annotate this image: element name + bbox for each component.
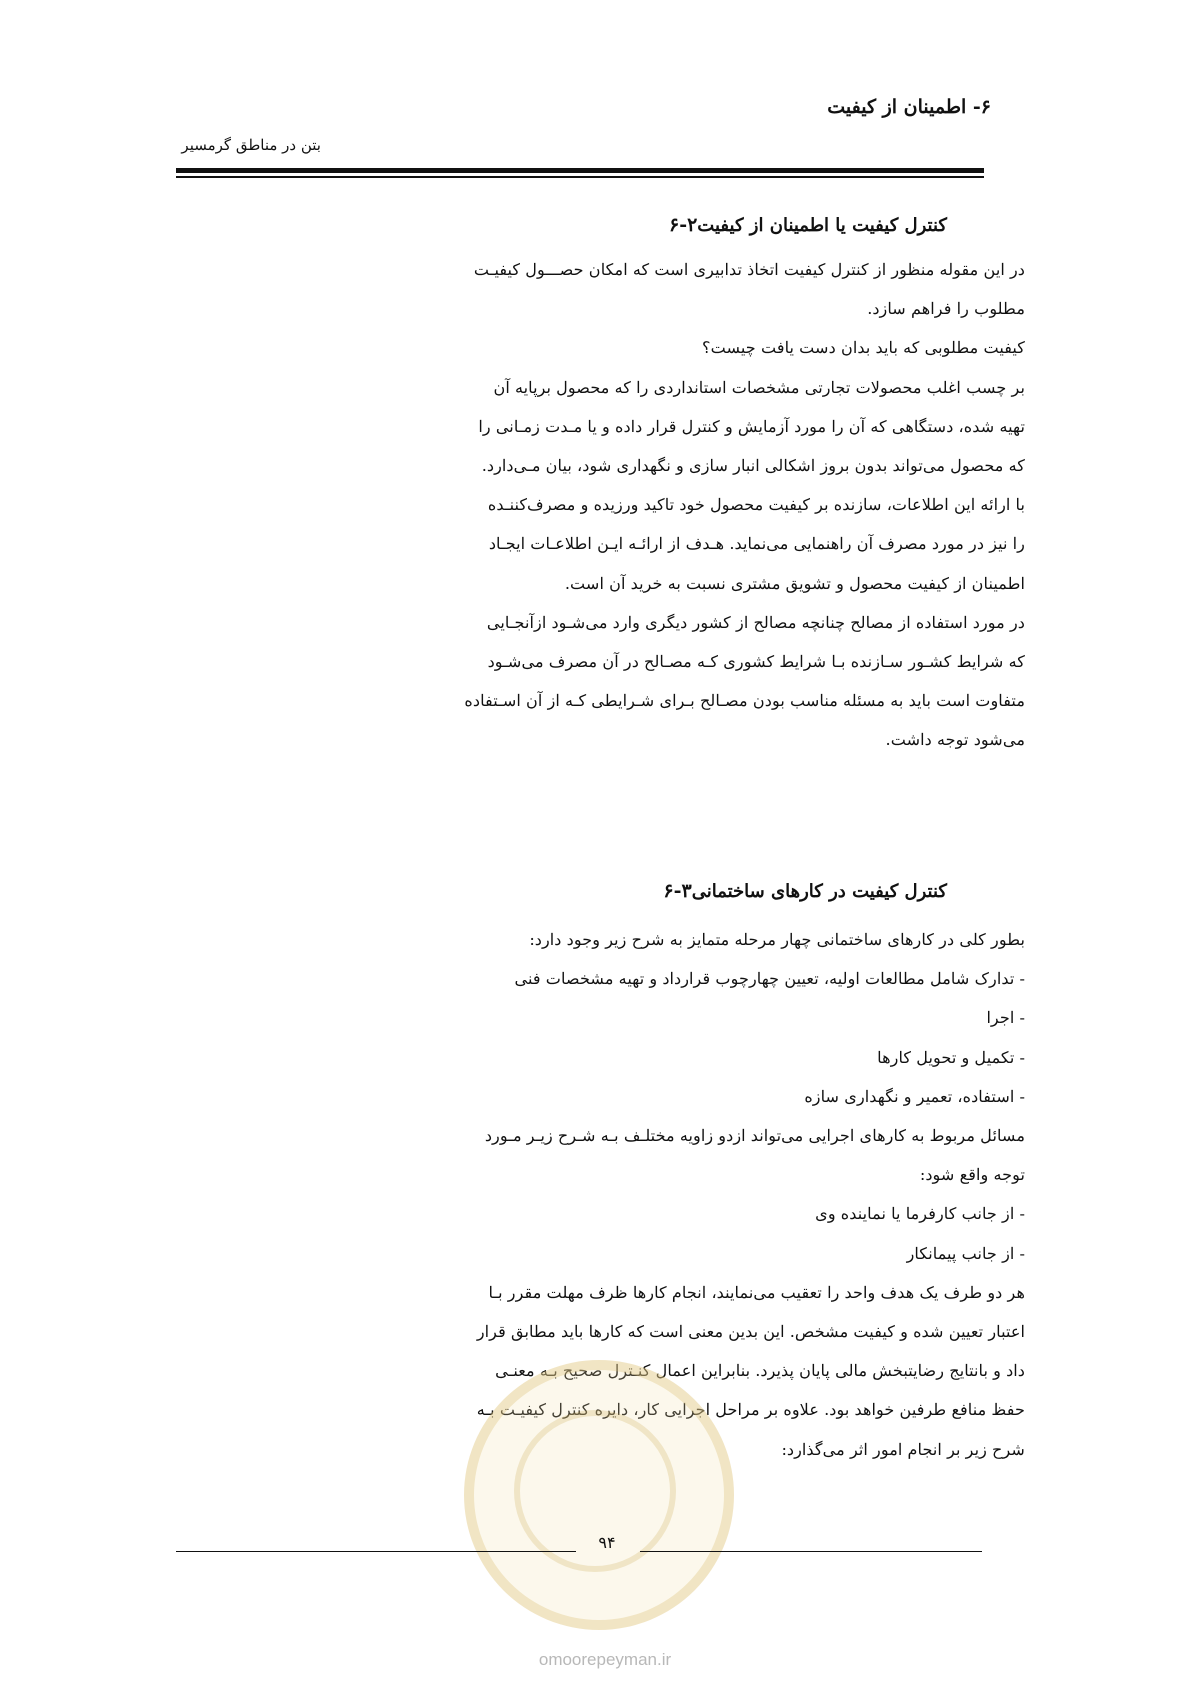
body-line: شرح زیر بر انجام امور اثر می‌گذارد: <box>781 1439 1025 1459</box>
header-rule-thin <box>176 176 984 178</box>
section-heading-6-3 <box>620 880 991 902</box>
list-item: - تدارک شامل مطالعات اولیه، تعیین چهارچوب قرارداد و تهیه مشخصات فنی <box>514 969 1025 989</box>
section-number: ۶-۲ <box>669 214 698 236</box>
section-title: کنترل کیفیت یا اطمینان از کیفیت <box>697 214 947 236</box>
header-rule-thick <box>176 168 984 173</box>
body-line: توجه واقع شود: <box>919 1165 1025 1185</box>
body-line: مسائل مربوط به کارهای اجرایی می‌تواند ازدو زاویه مختلـف بـه شـرح زیـر مـورد <box>484 1126 1025 1146</box>
body-line: هر دو طرف یک هدف واحد را تعقیب می‌نمایند، انجام کارها ظرف مهلت مقرر بـا <box>488 1282 1025 1302</box>
watermark-seal <box>464 1360 734 1630</box>
book-title: بتن در مناطق گرمسیر <box>181 136 321 154</box>
body-line: در این مقوله منظور از کنترل کیفیت اتخاذ تدابیری است که امکان حصـــول کیفیـت <box>473 260 1025 279</box>
section-number: ۶-۳ <box>663 880 692 902</box>
page-number: ۹۴ <box>598 1533 616 1552</box>
body-line: بطور کلی در کارهای ساختمانی چهار مرحله متمایز به شرح زیر وجود دارد: <box>529 930 1025 949</box>
body-line: تهیه شده، دستگاهی که آن را مورد آزمایش و کنترل قرار داده و یا مـدت زمـانی را <box>478 416 1025 436</box>
list-item: - اجرا <box>986 1008 1025 1028</box>
list-item: - از جانب کارفرما یا نماینده وی <box>815 1204 1025 1224</box>
footer-rule-left <box>176 1551 576 1552</box>
body-line: داد و بانتایج رضایتبخش مالی پایان پذیرد. بنابراین اعمال کنـترل صحیح بـه معنـی <box>495 1361 1025 1381</box>
body-line: بر چسب اغلب محصولات تجارتی مشخصات استانداردی را که محصول برپایه آن <box>493 377 1025 397</box>
body-line: در مورد استفاده از مصالح چنانچه مصالح از کشور دیگری وارد می‌شـود ازآنجـایی <box>486 612 1025 632</box>
section-body-6-3 <box>355 920 1025 1469</box>
body-line: با ارائه این اطلاعات، سازنده بر کیفیت محصول خود تاکید ورزیده و مصرف‌کننـده <box>487 495 1025 515</box>
chapter-title: ۶- اطمینان از کیفیت <box>827 96 991 118</box>
body-line: حفظ منافع طرفین خواهد بود. علاوه بر مراحل اجرایی کار، دایره کنترل کیفیـت بـه <box>476 1400 1025 1420</box>
body-line: مطلوب را فراهم سازد. <box>867 299 1025 319</box>
body-line: متفاوت است باید به مسئله مناسب بودن مصـالح بـرای شـرایطی کـه از آن اسـتفاده <box>464 691 1025 711</box>
section-body-6-2 <box>355 250 1025 760</box>
body-line: می‌شود توجه داشت. <box>885 730 1025 750</box>
section-heading-6-2 <box>625 214 991 236</box>
list-item: - از جانب پیمانکار <box>906 1243 1025 1263</box>
section-title: کنترل کیفیت در کارهای ساختمانی <box>691 880 947 902</box>
body-line: کیفیت مطلوبی که باید بدان دست یافت چیست؟ <box>701 338 1025 358</box>
body-line: را نیز در مورد مصرف آن راهنمایی می‌نماید. هـدف از ارائـه ایـن اطلاعـات ایجـاد <box>488 534 1025 554</box>
footer-rule-right <box>640 1551 982 1552</box>
list-item: - تکمیل و تحویل کارها <box>877 1047 1025 1067</box>
site-credit: omoorepeyman.ir <box>538 1650 672 1669</box>
body-line: اطمینان از کیفیت محصول و تشویق مشتری نسبت به خرید آن است. <box>564 573 1025 593</box>
list-item: - استفاده، تعمیر و نگهداری سازه <box>804 1086 1025 1106</box>
body-line: اعتبار تعیین شده و کیفیت مشخص. این بدین معنی است که کارها باید مطابق قرار <box>476 1322 1025 1342</box>
body-line: که شرایط کشـور سـازنده بـا شرایط کشوری کـه مصـالح در آن مصرف می‌شـود <box>487 652 1025 672</box>
body-line: که محصول می‌تواند بدون بروز اشکالی انبار سازی و نگهداری شود، بیان مـی‌دارد. <box>481 456 1025 476</box>
